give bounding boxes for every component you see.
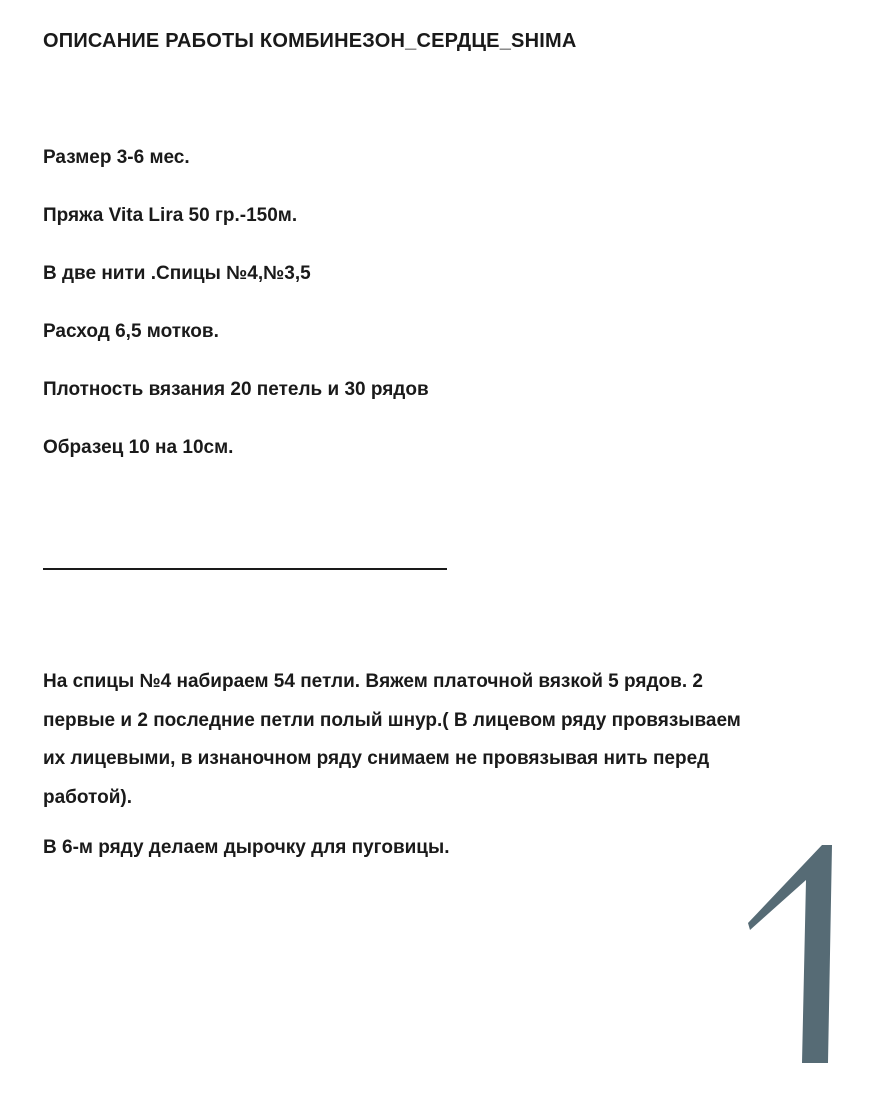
spec-needles: В две нити .Спицы №4,№3,5: [43, 263, 311, 284]
spec-consumption: Расход 6,5 мотков.: [43, 321, 219, 342]
instruction-paragraph: В 6-м ряду делаем дырочку для пуговицы.: [43, 837, 450, 858]
specs-list: [43, 145, 429, 493]
page-number: [740, 835, 840, 1070]
page-number-glyph: [748, 845, 832, 1063]
document-title: ОПИСАНИЕ РАБОТЫ КОМБИНЕЗОН_СЕРДЦЕ_SHIMA: [43, 30, 577, 52]
instruction-paragraph: На спицы №4 набираем 54 петли. Вяжем платочной вязкой 5 рядов. 2 первые и 2 последние петли полый шнур.( В лицевом ряду провязываем их лицевыми, в изнаночном ряду снимаем не провязывая нить перед работой).: [43, 671, 741, 808]
spec-size: Размер 3-6 мес.: [43, 147, 190, 168]
spec-gauge: Плотность вязания 20 петель и 30 рядов: [43, 379, 429, 400]
section-divider: [43, 568, 447, 570]
spec-swatch: Образец 10 на 10см.: [43, 437, 234, 458]
spec-yarn: Пряжа Vita Lira 50 гр.-150м.: [43, 205, 298, 226]
instructions-section: [43, 663, 743, 880]
